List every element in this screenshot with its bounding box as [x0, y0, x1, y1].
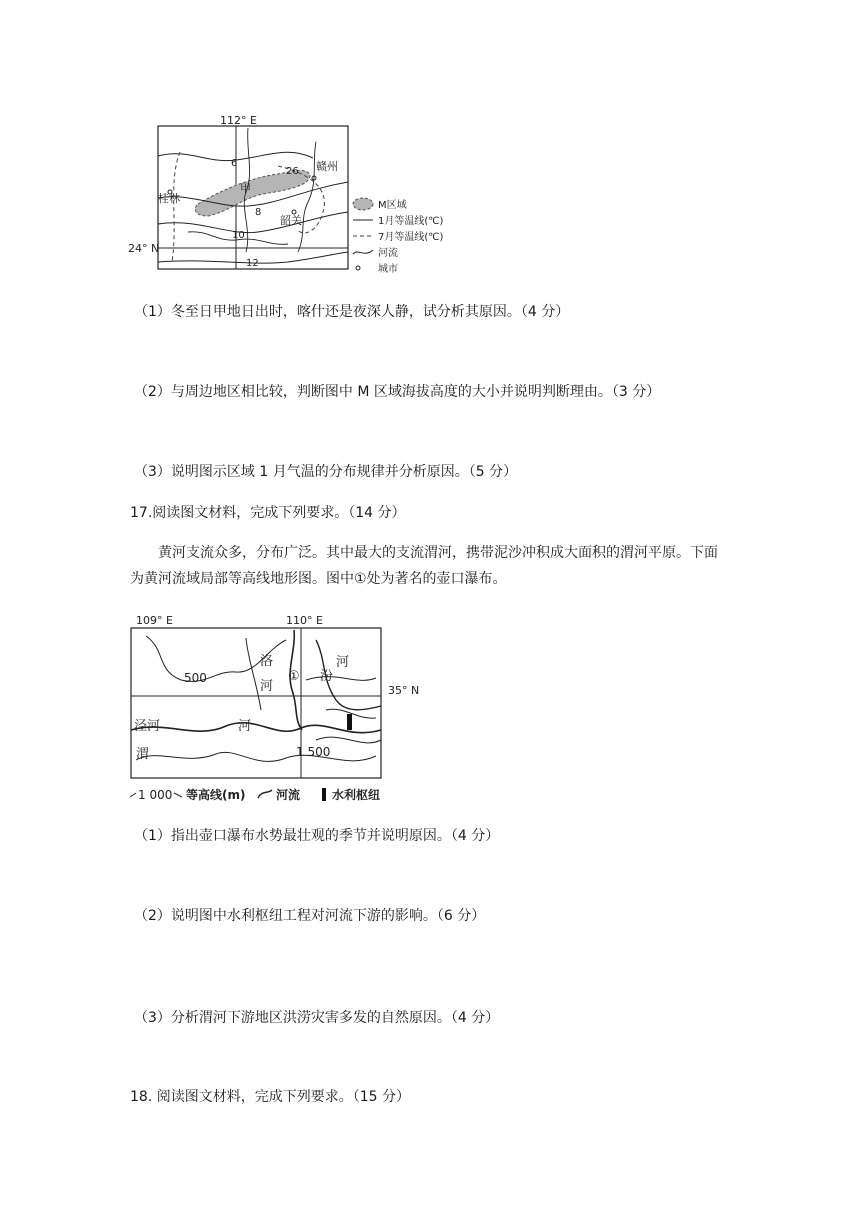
legend-contour-tick-right — [174, 793, 182, 797]
q16-question-1: （1）冬至日甲地日出时，喀什还是夜深人静，试分析其原因。（4 分） — [134, 304, 570, 320]
jan-isotherm-10 — [158, 212, 348, 233]
map-yellow-river-contour — [126, 610, 426, 805]
q16-question-3: （3）说明图示区域 1 月气温的分布规律并分析原因。（5 分） — [134, 464, 518, 480]
contour-1500 — [136, 752, 376, 761]
m-region — [195, 171, 310, 217]
legend-contour: 等高线(m) — [186, 788, 246, 802]
luohe-river — [246, 638, 261, 710]
legend-m-region-swatch — [353, 198, 373, 210]
fen-label-2: 汾 — [320, 669, 334, 684]
city-guilin: 桂林 — [158, 192, 180, 205]
city-ganzhou: 赣州 — [316, 160, 338, 173]
hukou-marker: ① — [288, 669, 300, 684]
lon-label-110e: 110° E — [286, 614, 323, 627]
lon-label-109e: 109° E — [136, 614, 173, 627]
contour-1500-label: 1 500 — [296, 745, 331, 759]
legend-dam-icon — [322, 788, 326, 801]
q16-question-2: （2）与周边地区相比较，判断图中 M 区域海拔高度的大小并说明判断理由。（3 分） — [134, 384, 661, 400]
legend-contour-value: 1 000 — [138, 788, 173, 802]
map-south-china-isotherms — [128, 112, 458, 277]
q17-title: 17.阅读图文材料，完成下列要求。（14 分） — [130, 505, 406, 521]
q17-question-1: （1）指出壶口瀑布水势最壮观的季节并说明原因。（4 分） — [134, 828, 500, 844]
luo-label-2: 河 — [260, 679, 274, 694]
iso-6: 6 — [231, 158, 238, 169]
legend-river: 河流 — [276, 788, 301, 802]
weihe-he-label: 河 — [238, 719, 252, 734]
map2-frame — [131, 628, 381, 778]
q17-question-3: （3）分析渭河下游地区洪涝灾害多发的自然原因。（4 分） — [134, 1010, 500, 1026]
weihe-river — [131, 723, 381, 733]
legend-river-icon — [258, 790, 272, 798]
legend-jan-isotherm: 1月等温线(℃) — [378, 216, 444, 227]
wei-label: 渭 — [136, 747, 150, 762]
legend-city: 城市 — [378, 264, 398, 275]
fen-label-1: 河 — [336, 655, 350, 670]
lat-label-24n: 24° N — [128, 242, 160, 255]
legend-contour-tick-left — [130, 793, 136, 797]
iso-26: 26 — [286, 166, 299, 177]
river-3 — [298, 142, 316, 252]
q18-title: 18. 阅读图文材料，完成下列要求。（15 分） — [130, 1089, 410, 1105]
q17-material: 黄河支流众多，分布广泛。其中最大的支流渭河，携带泥沙冲积成大面积的渭河平原。下面为黄河流域局部等高线地形图。图中①处为著名的壶口瀑布。 — [130, 545, 718, 587]
jinghe-label: 泾河 — [134, 719, 161, 734]
city-icon — [356, 266, 360, 270]
q17-question-2: （2）说明图中水利枢纽工程对河流下游的影响。（6 分） — [134, 908, 486, 924]
legend-m-region: M区域 — [378, 200, 407, 211]
river-icon — [353, 250, 373, 254]
iso-10: 10 — [232, 230, 245, 241]
iso-12: 12 — [246, 258, 259, 269]
dam-marker — [347, 714, 352, 730]
legend-river: 河流 — [378, 248, 398, 259]
lon-label-112e: 112° E — [220, 114, 257, 127]
iso-8: 8 — [255, 207, 262, 218]
contour-500-label: 500 — [184, 671, 207, 685]
place-jia: 甲 — [240, 182, 251, 195]
city-shaoguan: 韶关 — [280, 214, 302, 227]
lat-label-35n: 35° N — [388, 684, 420, 697]
luo-label-1: 洛 — [260, 654, 274, 669]
legend-jul-isotherm: 7月等温线(℃) — [378, 232, 444, 243]
jul-isotherm-west — [172, 152, 180, 262]
legend-dam: 水利枢纽 — [332, 788, 381, 802]
